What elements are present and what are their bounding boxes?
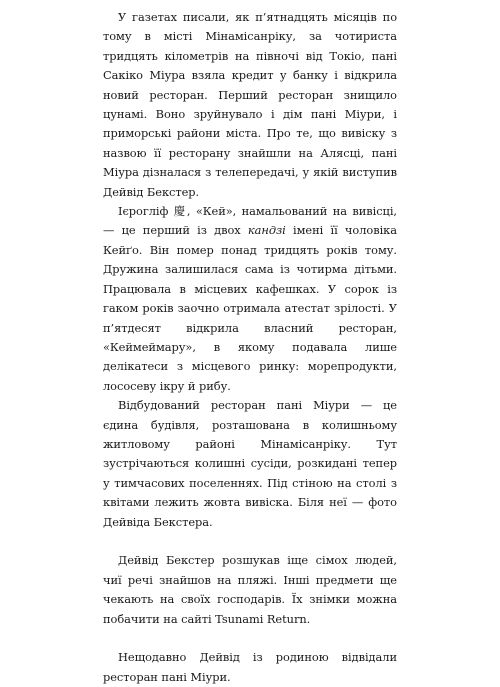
text-column <box>103 8 397 687</box>
paragraph-3: Відбудований ресторан пані Міури — це єдина будівля, розташована в колишньому житловому районі Мінамісанріку. Тут зустрічаються колишні сусіди, розкидані тепер у тимчасових поселеннях. Під стіною на столі з квітами лежить жовта вивіска. Біля неї — фото Дейвіда Бекстера. <box>103 398 397 529</box>
section-gap <box>103 629 397 648</box>
section-gap <box>103 532 397 551</box>
italic-term: кандзі <box>247 223 286 238</box>
paragraph-2: Ієрогліф 慶, «Кей», намальований на вивісці, — це перший із двох кандзі імені її чоловіка Кейґо. Він помер понад тридцять років тому. Дружина залишилася сама із чотирма дітьми. Працювала в місцевих кафешках. У сорок із гаком років заочно отримала атестат зрілості. У п’ятдесят відкрила власний ресторан, «Кеймеймару», в якому подавала лише делікатеси з місцевого ринку: морепродукти, лососеву ікру й рибу. <box>103 204 397 393</box>
paragraph-1: У газетах писали, як п’ятнадцять місяців по тому в місті Мінамісанріку, за чотириста тридцять кілометрів на півночі від Токіо, пані Сакіко Міура взяла кредит у банку і відкрила новий ресторан. Перший ресторан знищило цунамі. Воно зруйнувало і дім пані Міури, і приморські райони міста. Про те, що вивіску з назвою її ресторану знайшли на Алясці, пані Міура дізналася з телепередачі, у якій виступив Дейвід Бекстер. <box>103 10 397 199</box>
paragraph-4: Дейвід Бекстер розшукав іще сімох людей, чиї речі знайшов на пляжі. Інші предмети ще чекають на своїх господарів. Їх знімки можна побачити на сайті Tsunami Return. <box>103 553 397 626</box>
paragraph-5: Нещодавно Дейвід із родиною відвідали ресторан пані Міури. <box>103 650 397 684</box>
